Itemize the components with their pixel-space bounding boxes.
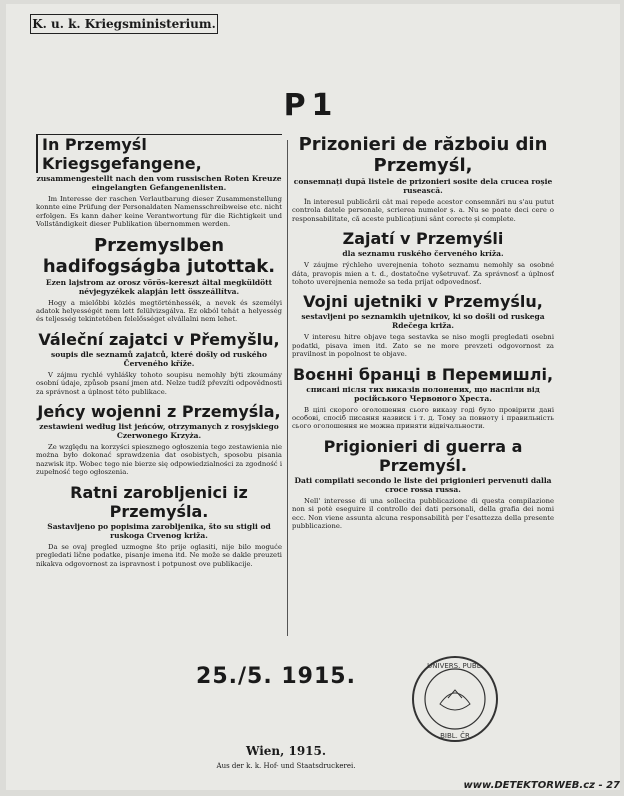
print-place: Wien, 1915. [245,744,327,758]
section-heading: Воєнні бранці в Перемишлі, [292,364,554,384]
svg-text:BIBL. ČR: BIBL. ČR [440,732,470,740]
section-subtitle: списані після тих виказів полонених, що наспіли від російського Червоного Хреста. [306,384,540,403]
section-heading: Ratni zarobljenici iz Przemyśla. [70,482,248,521]
section-czech [36,330,282,396]
section-body: V zájmu rychlé vyhlášky tohoto soupisu nemohly býti zkoumány osobní údaje, způsob psaní jmen atd. Nelze tudíž převzíti odpovědnosti za správnost a úplnost této publikace. [36,370,282,396]
section-slovak [292,229,554,286]
section-body: В цілі скорого оголошення сього виказу годі було провірити дані особові, спосіб писання назвиск і т. д. Тому за повноту і правильність сього оголошення не можна приняти відвічальности. [292,405,554,431]
ministry-label: K. u. k. Kriegsministerium. [30,14,218,34]
section-body: Hogy a mielőbbi közlés megtörténhessék, a nevek és személyi adatok helyességét nem lett felülvizsgálva. Ez okból tehát a helyesség és teljesség tekintetében felelősséget elvállalni nem lehet. [36,298,282,324]
publication-date: 25./5. 1915. [196,664,356,689]
section-heading: Prigionieri di guerra a Przemyśl. [323,436,523,475]
section-subtitle: sestavljeni po seznamkih ujetnikov, ki so došli od ruskega Rdečega križa. [301,312,545,331]
section-body: V záujme rýchleho uverejnenia tohoto seznamu nemohly sa osobné dáta, pravopis mien a t. d., dostatočne vyšetruvať. Za správnosť a úplnosť tohoto uverejnenia nemože sa teda prijat odpovednosť. [292,261,554,287]
section-heading: Prizonieri de războiu din Przemyśl, [298,134,548,176]
section-body: Nell' interesse di una sollecita pubblicazione di questa compilazione non si potè eseguire il controllo dei dati personali, della grafia dei nomi ecc. Non viene assunta alcuna responsabilità per l'esattezza della presente pubblicazione. [292,496,554,531]
watermark: www.DETEKTORWEB.cz - 27 [463,780,620,791]
section-subtitle: consemnați după listele de prizonieri sosite dela crucea roșie rusească. [293,177,553,195]
section-polish [36,402,282,477]
section-body: Ze względu na korzyści spiesznego ogłoszenia tego zestawienia nie można było dokonać sprawdzenia dat osobistych, sposobu pisania nazwisk itp. Wobec tego nie bierze się odpowiedzialności za zgodność i zupełność tego ogłoszenia. [36,443,282,477]
section-subtitle: zusammengestellt nach den vom russischen Roten Kreuze eingelangten Gefangenenlisten. [36,174,282,192]
section-croatian [36,483,282,568]
section-heading: Vojni ujetniki v Przemyślu, [303,292,543,312]
column-divider [287,140,288,636]
section-heading: Przemyslben hadifogságba jutottak. [42,234,276,277]
section-body: V interesu hitre objave tega sestavka se niso mogli pregledati osebni podatki, pisava imen itd. Zato se ne more prevzeti odgovornost za pravilnost in popolnost te objave. [292,333,554,359]
section-subtitle: Sastavljeno po popisima zarobljenika, što su stigli od ruskoga Crvenog križa. [47,521,271,540]
section-ukrainian [292,365,554,431]
library-stamp-icon [410,654,500,744]
section-heading: In Przemyśl Kriegsgefangene, [36,134,282,173]
section-slovene [292,292,554,358]
section-german [36,134,282,229]
svg-text:UNIVERS. PUBL.: UNIVERS. PUBL. [427,662,483,670]
section-heading: Zajatí v Przemyśli [342,229,504,249]
document-code: P1 [283,88,339,123]
section-subtitle: zestawieni według list jeńców, otrzymanych z rosyjskiego Czerwonego Krzyża. [39,422,279,441]
section-heading: Jeńcy wojenni z Przemyśla, [37,402,281,422]
section-subtitle: Ezen lajstrom az orosz vörös-kereszt által megküldött névjegyzékek alapján lett összeállítva. [45,277,273,296]
section-italian [292,437,554,531]
section-body: În interesul publicării cât mai repede acestor consemnări nu s'au putut controla datele personale, scrierea numelor ș. a. Nu se poate deci cere o responsabilitate, că aceste publicațiuni sânt corecte și complete. [292,198,554,223]
section-heading: Váleční zajatci v Přemyšlu, [38,329,280,349]
left-column [36,134,282,574]
section-subtitle: dla seznamu ruského červeného kríža. [342,249,504,259]
section-romanian [292,134,554,223]
section-hungarian [36,235,282,324]
section-subtitle: soupis dle seznamů zajatců, které došly od ruského Červeného kříže. [50,349,267,368]
section-body: Im Interesse der raschen Verlautbarung dieser Zusammenstellung konnte eine Prüfung der Personaldaten Namensschreibweise etc. nicht erfolgen. Es kann daher keine Verantwortung für die Richtigkeit und Vollständigkeit dieser Publikation übernommen werden. [36,195,282,229]
poster-sheet [6,4,620,790]
right-column [292,134,554,537]
section-body: Da se ovaj pregled uzmogne što prije oglasiti, nije bilo moguće pregledati lične podatke, pisanje imena itd. Ne može se dakle preuzeti nikakva odgovornost za ispravnost i potpunost ove publikacije. [36,542,282,568]
section-subtitle: Dati compilati secondo le liste dei prigionieri pervenuti dalla croce rossa russa. [294,475,552,494]
printer-credit: Aus der k. k. Hof- und Staatsdruckerei. [216,762,356,770]
